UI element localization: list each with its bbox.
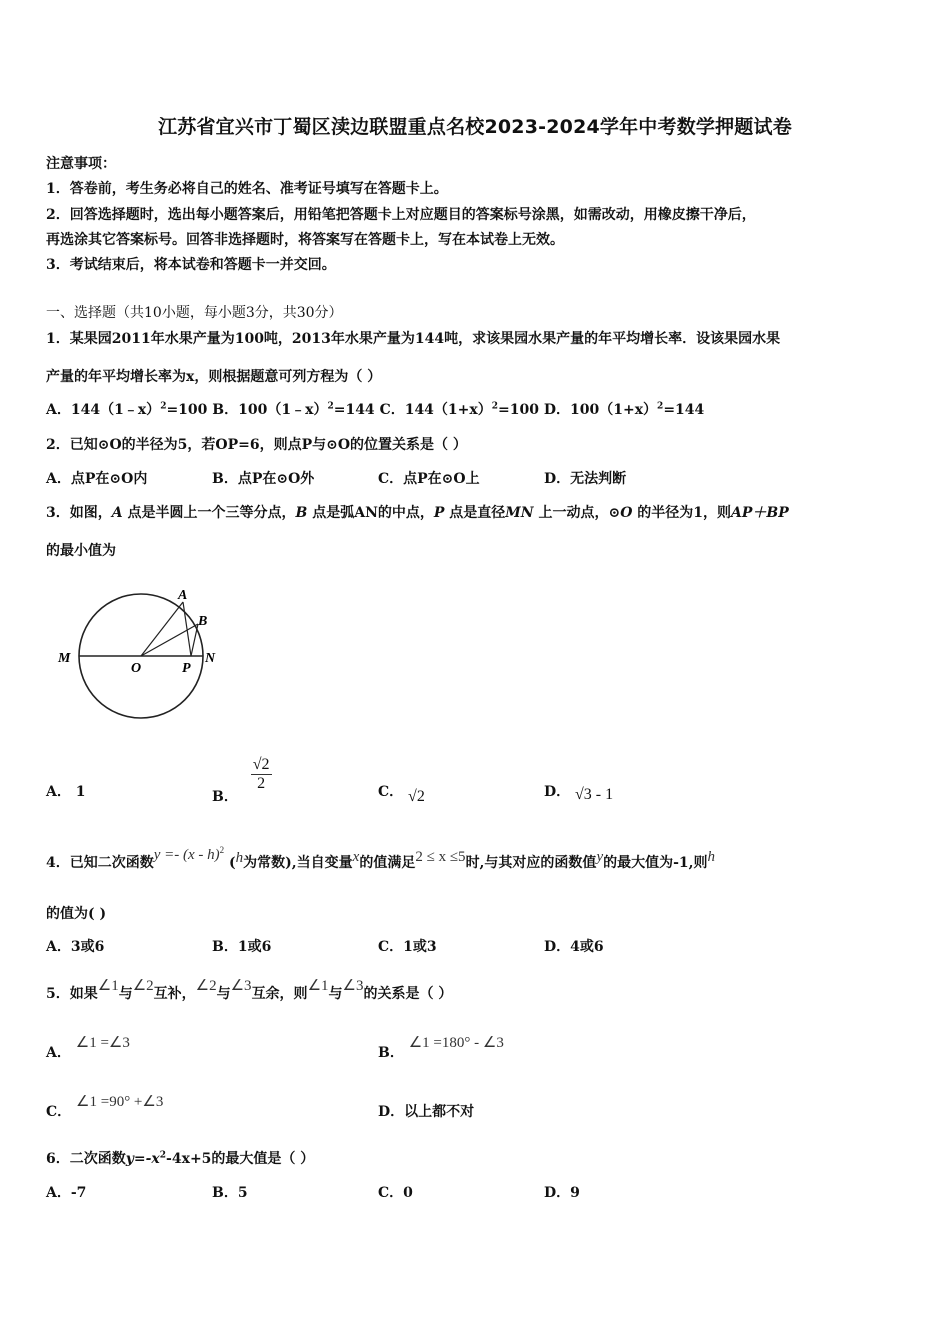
- q6-option-b[interactable]: B．5: [212, 1185, 248, 1201]
- label-o: O: [131, 661, 142, 676]
- q4-option-d[interactable]: D．4或6: [544, 939, 604, 955]
- q5-stem: 5．如果∠1与∠2互补，∠2与∠3互余，则∠1与∠3的关系是（ ）: [46, 978, 453, 1002]
- notice-item-2: 2．回答选择题时，选出每小题答案后，用铅笔把答题卡上对应题目的答案标号涂黑，如需改动，用橡皮擦干净后，: [46, 207, 756, 223]
- q2-option-c[interactable]: C．点P在⊙O上: [378, 471, 480, 487]
- notice-item-2-cont: 再选涂其它答案标号。回答非选择题时，将答案写在答题卡上，写在本试卷上无效。: [46, 232, 564, 248]
- label-m: M: [58, 651, 71, 666]
- q6-option-c[interactable]: C．0: [378, 1185, 413, 1201]
- q3-option-c[interactable]: C． √2: [378, 784, 425, 805]
- q3-stem-line1: 3．如图，A 点是半圆上一个三等分点，B 点是弧AN的中点，P 点是直径MN 上一动点，⊙O 的半径为1，则AP＋BP: [46, 505, 789, 521]
- q1-option-a[interactable]: A．144（1﹣x）$^2$=100: [46, 401, 208, 418]
- q1-option-d[interactable]: D．$100(1+x)^2=144$: [543, 401, 705, 418]
- q2-option-d[interactable]: D．无法判断: [544, 471, 627, 487]
- q6-option-a[interactable]: A．-7: [46, 1185, 87, 1201]
- q1-stem-line1: 1．某果园2011年水果产量为100吨，2013年水果产量为144吨，求该果园水果产量的年平均增长率．设该果园水果: [46, 331, 781, 347]
- q3-option-b[interactable]: B． $\frac{√2}{2}$: [212, 756, 270, 805]
- q5-option-b[interactable]: B． ∠1 =180° - ∠3: [378, 1035, 504, 1061]
- q3-stem-line2: 的最小值为: [46, 543, 116, 559]
- section-heading: 一、选择题（共10小题，每小题3分，共30分）: [46, 305, 343, 321]
- segment-oa: [141, 602, 183, 656]
- q4-option-c[interactable]: C．1或3: [378, 939, 437, 955]
- segment-ob: [141, 624, 198, 656]
- label-n: N: [205, 651, 216, 666]
- q2-option-a[interactable]: A．点P在⊙O内: [46, 471, 148, 487]
- label-b: B: [198, 614, 208, 629]
- page-title: 江苏省宜兴市丁蜀区渎边联盟重点名校2023-2024学年中考数学押题试卷: [158, 116, 792, 138]
- notice-item-1: 1．答卷前，考生务必将自己的姓名、准考证号填写在答题卡上。: [46, 181, 448, 197]
- q2-stem: 2．已知⊙O的半径为5，若OP=6，则点P与⊙O的位置关系是（ ）: [46, 437, 467, 453]
- q1-option-c[interactable]: C．$144(1+x)^2=100$: [379, 401, 539, 418]
- notice-item-3: 3．考试结束后，将本试卷和答题卡一并交回。: [46, 257, 336, 273]
- q3-option-d[interactable]: D． √3 - 1: [544, 784, 614, 803]
- label-p: P: [182, 661, 191, 676]
- label-a: A: [178, 588, 188, 603]
- q6-stem: 6．二次函数$y=-x^2-4x+5$的最大值是（ ）: [46, 1150, 315, 1167]
- q5-option-c[interactable]: C． ∠1 =90° +∠3: [46, 1094, 164, 1120]
- q3-figure: [50, 580, 230, 730]
- q4-option-b[interactable]: B．1或6: [212, 939, 272, 955]
- q6-option-d[interactable]: D．9: [544, 1185, 580, 1201]
- q1-stem-line2: 产量的年平均增长率为x，则根据题意可列方程为（ ）: [46, 369, 382, 385]
- q2-option-b[interactable]: B．点P在⊙O外: [212, 471, 315, 487]
- notice-heading: 注意事项：: [46, 156, 116, 172]
- q5-option-d[interactable]: D．以上都不对: [378, 1104, 475, 1120]
- q4-option-a[interactable]: A．3或6: [46, 939, 105, 955]
- q5-option-a[interactable]: A． ∠1 =∠3: [46, 1035, 130, 1061]
- q1-option-b[interactable]: B．100（1﹣x）$^2$=144: [212, 401, 375, 418]
- q1-options: [46, 399, 704, 419]
- q4-stem-line2: 的值为( ): [46, 906, 107, 922]
- q4-stem-line1: 4．已知二次函数y =- (x - h)$^2$ (h为常数),当自变量x的值满足2 ≤ x ≤5时,与其对应的函数值y的最大值为-1,则h: [46, 845, 716, 871]
- q3-option-a[interactable]: A． 1: [46, 784, 86, 800]
- segment-bp: [191, 624, 198, 656]
